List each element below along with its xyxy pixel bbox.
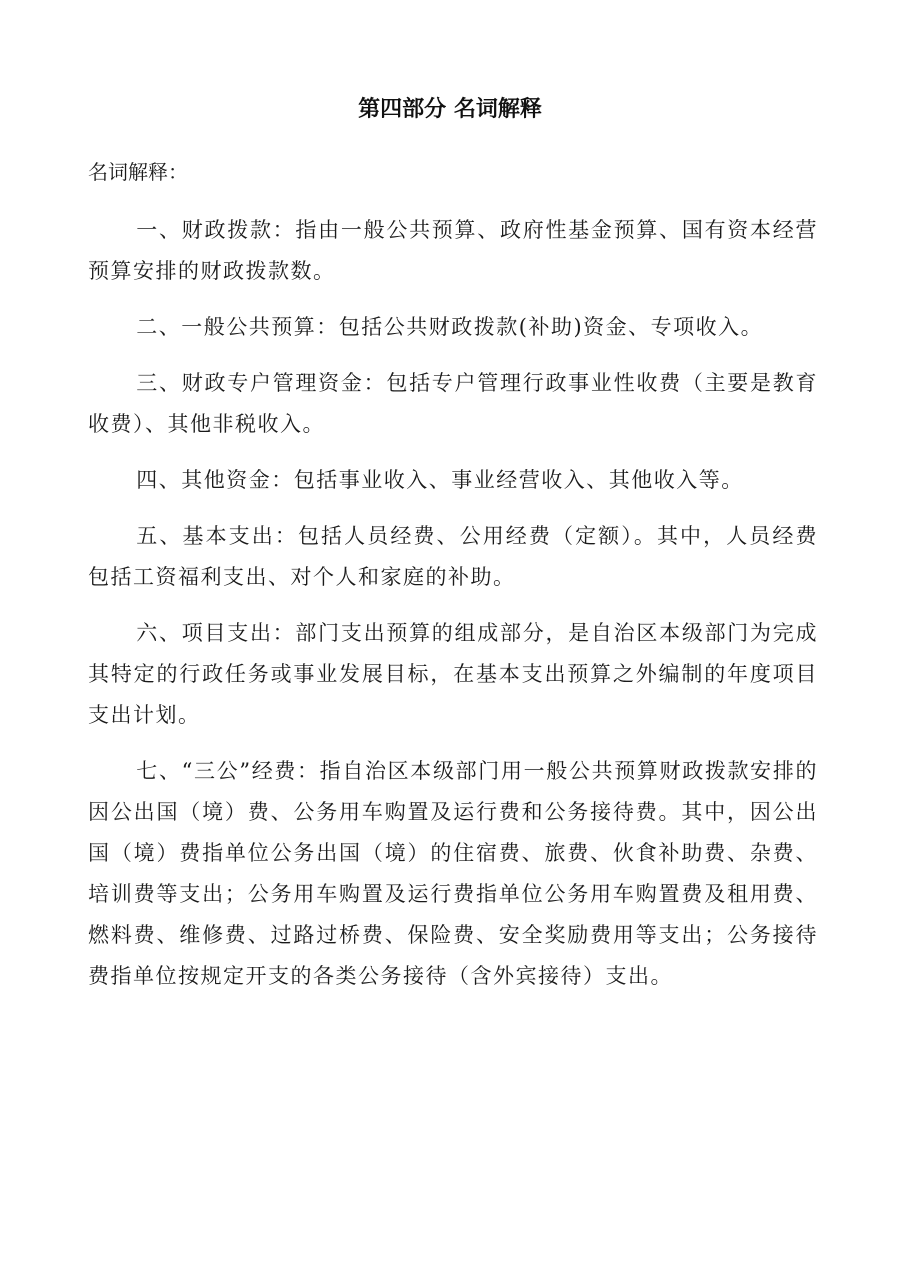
definition-paragraph: 七、“三公”经费：指自治区本级部门用一般公共预算财政拨款安排的因公出国（境）费、公务用车购置及运行费和公务接待费。其中，因公出国（境）费指单位公务出国（境）的住宿费、旅费、伙食补助费、杂费、培训费等支出；公务用车购置及运行费指单位公务用车购置费及租用费、燃料费、维修费、过路过桥费、保险费、安全奖励费用等支出；公务接待费指单位按规定开支的各类公务接待（含外宾接待）支出。	[88, 759, 818, 988]
definition-paragraph: 二、一般公共预算：包括公共财政拨款(补助)资金、专项收入。	[136, 315, 764, 339]
definition-paragraph: 一、财政拨款：指由一般公共预算、政府性基金预算、国有资本经营预算安排的财政拨款数。	[88, 218, 818, 283]
definition-paragraph: 三、财政专户管理资金：包括专户管理行政事业性收费（主要是教育收费）、其他非税收入。	[88, 371, 818, 436]
page-title: 第四部分 名词解释	[358, 97, 542, 122]
definitions-body	[88, 210, 818, 1012]
section-label: 名词解释：	[88, 160, 188, 184]
definition-paragraph: 四、其他资金：包括事业收入、事业经营收入、其他收入等。	[136, 468, 744, 492]
definition-paragraph: 六、项目支出：部门支出预算的组成部分，是自治区本级部门为完成其特定的行政任务或事业发展目标，在基本支出预算之外编制的年度项目支出计划。	[88, 621, 818, 727]
definition-paragraph: 五、基本支出：包括人员经费、公用经费（定额）。其中，人员经费包括工资福利支出、对个人和家庭的补助。	[88, 524, 818, 589]
